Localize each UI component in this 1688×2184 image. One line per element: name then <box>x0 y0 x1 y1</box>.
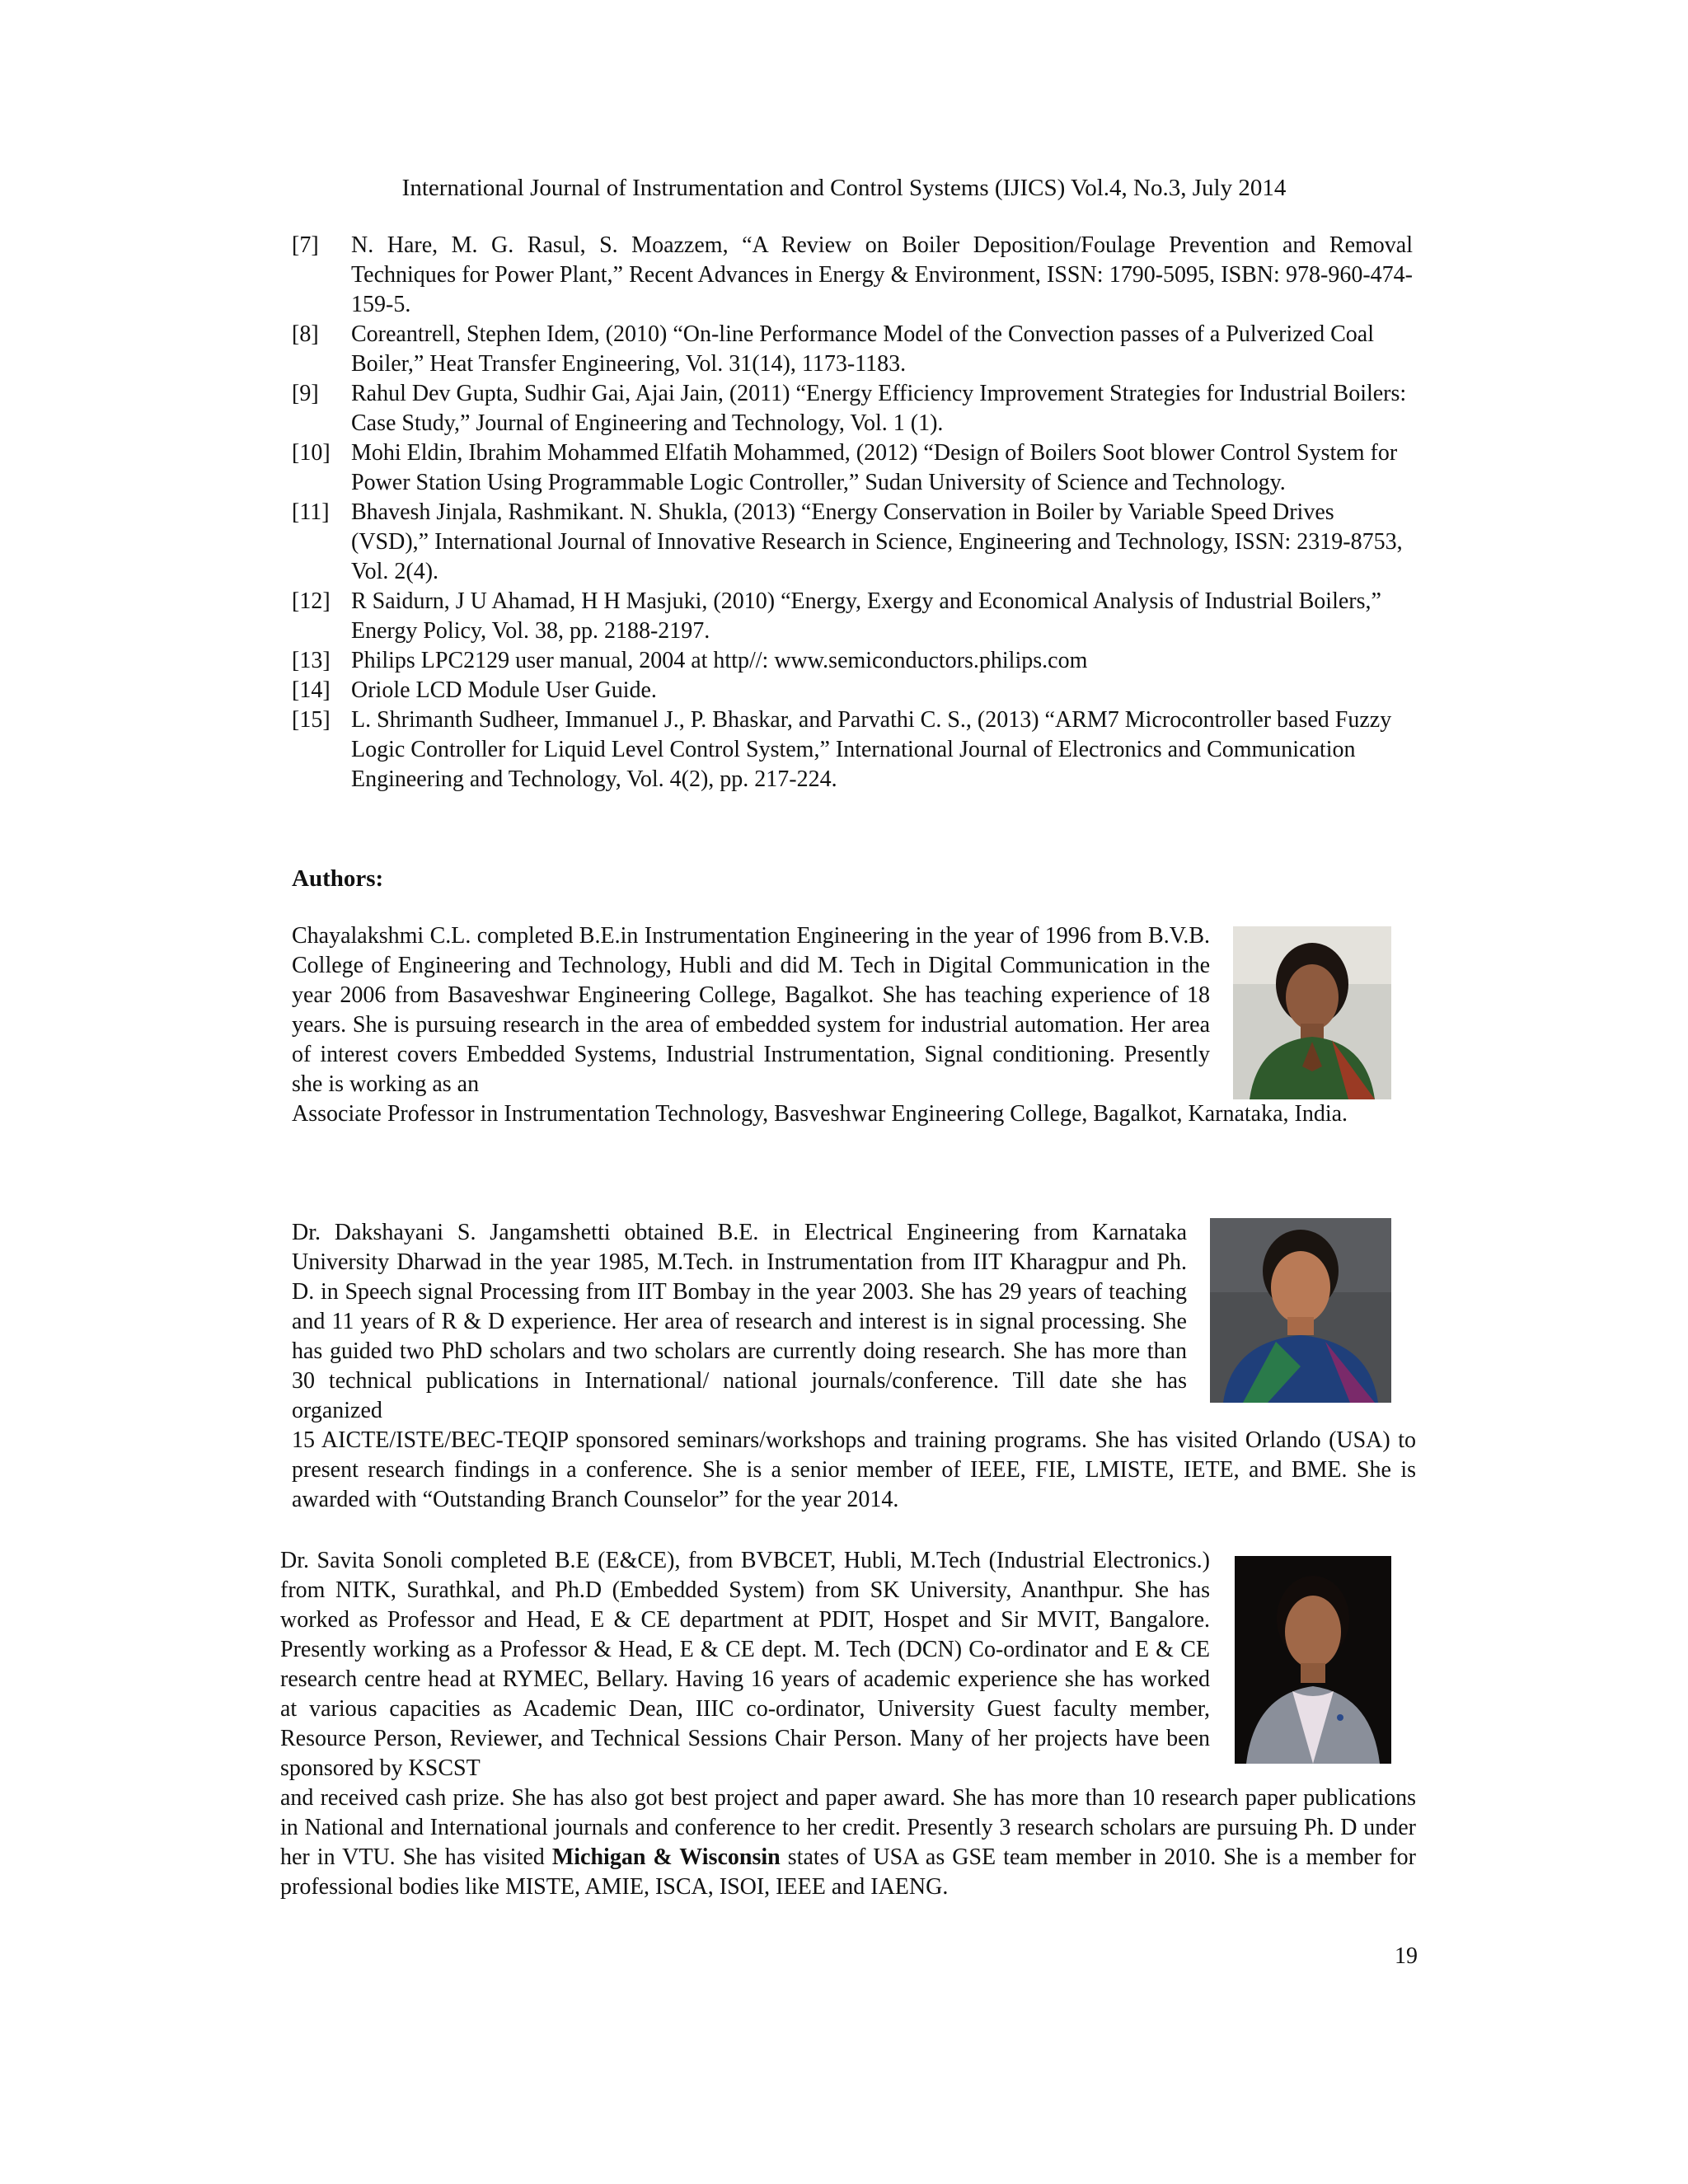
reference-text: Rahul Dev Gupta, Sudhir Gai, Ajai Jain, (2011) “Energy Efficiency Improvement Strategies for Industrial Boilers: Case Study,” Journal of Engineering and Technology, Vol. 1 (1). <box>351 381 1407 436</box>
reference-item <box>292 498 1413 587</box>
author-photo-dakshayani <box>1210 1218 1391 1403</box>
author-bio-2-rest: 15 AICTE/ISTE/BEC-TEQIP sponsored seminars/workshops and training programs. She has visited Orlando (USA) to present research findings in a conference. She is a senior member of IEEE, FIE, LMISTE, IETE, and BME. She is awarded with “Outstanding Branch Counselor” for the year 2014. <box>292 1427 1416 1512</box>
reference-text: Bhavesh Jinjala, Rashmikant. N. Shukla, (2013) “Energy Conservation in Boiler by Variable Speed Drives (VSD),” International Journal of Innovative Research in Science, Engineering and Technology, ISSN: 2319-8753, Vol. 2(4). <box>351 499 1403 584</box>
reference-number: [15] <box>292 707 331 733</box>
authors-heading: Authors: <box>292 865 384 892</box>
reference-item <box>292 438 1413 498</box>
reference-number: [9] <box>292 381 319 406</box>
reference-text: Philips LPC2129 user manual, 2004 at http//: www.semiconductors.philips.com <box>351 648 1088 673</box>
reference-number: [12] <box>292 588 331 614</box>
reference-number: [10] <box>292 440 331 466</box>
reference-number: [11] <box>292 499 330 525</box>
reference-text: Mohi Eldin, Ibrahim Mohammed Elfatih Mohammed, (2012) “Design of Boilers Soot blower Control System for Power Station Using Programmable Logic Controller,” Sudan University of Science and Technology. <box>351 440 1398 495</box>
author-photo-chayalakshmi <box>1233 926 1391 1099</box>
author-photo-savita <box>1235 1556 1391 1764</box>
reference-item <box>292 705 1413 794</box>
author-bio-2-main: Dr. Dakshayani S. Jangamshetti obtained B.E. in Electrical Engineering from Karnataka University Dharwad in the year 1985, M.Tech. in Instrumentation from IIT Kharagpur and Ph. D. in Speech signal Processing from IIT Bombay in the year 2003. She has 29 years of teaching and 11 years of R & D experience. Her area of research and interest is in signal processing. She has guided two PhD scholars and two scholars are currently doing research. She has more than 30 technical publications in International/ national journals/conference. Till date she has organized <box>292 1220 1187 1423</box>
author-bio-3-rest <box>280 1783 1416 1902</box>
author-bio-1-rest: Associate Professor in Instrumentation Technology, Basveshwar Engineering College, Bagalkot, Karnataka, India. <box>292 1101 1348 1127</box>
author-bio-3-rest-b: states of USA as GSE team member in 2010. She is a member for professional bodies like MISTE, AMIE, ISCA, ISOI, IEEE and IAENG. <box>280 1844 1416 1900</box>
author-bio-3-main: Dr. Savita Sonoli completed B.E (E&CE), from BVBCET, Hubli, M.Tech (Industrial Electronics.) from NITK, Surathkal, and Ph.D (Embedded System) from SK University, Ananthpur. She has worked as Professor and Head, E & CE department at PDIT, Hospet and Sir MVIT, Bangalore. Presently working as a Professor & Head, E & CE dept. M. Tech (DCN) Co-ordinator and E & CE research centre head at RYMEC, Bellary. Having 16 years of academic experience she has worked at various capacities as Academic Dean, IIIC co-ordinator, University Guest faculty member, Resource Person, Reviewer, and Technical Sessions Chair Person. Many of her projects have been sponsored by KSCST <box>280 1548 1210 1781</box>
author-bio-3-bold-states: Michigan & Wisconsin <box>551 1844 781 1870</box>
author-bio-3-rest-a: and received cash prize. She has also got best project and paper award. She has more than 10 research paper publications in National and International journals and conference to her credit. Presently 3 research scholars are pursuing Ph. D under her in VTU. She has visited <box>280 1785 1416 1870</box>
reference-number: [14] <box>292 677 331 703</box>
reference-item <box>292 320 1413 379</box>
reference-item <box>292 379 1413 438</box>
reference-text: N. Hare, M. G. Rasul, S. Moazzem, “A Review on Boiler Deposition/Foulage Prevention and Removal Techniques for Power Plant,” Recent Advances in Energy & Environment, ISSN: 1790-5095, ISBN: 978-960-474-159-5. <box>351 232 1413 317</box>
reference-number: [8] <box>292 321 319 347</box>
reference-text: Coreantrell, Stephen Idem, (2010) “On-line Performance Model of the Convection passes of a Pulverized Coal Boiler,” Heat Transfer Engineering, Vol. 31(14), 1173-1183. <box>351 321 1374 377</box>
reference-item <box>292 676 1413 705</box>
author-bio-1-main: Chayalakshmi C.L. completed B.E.in Instrumentation Engineering in the year of 1996 from B.V.B. College of Engineering and Technology, Hubli and did M. Tech in Digital Communication in the year 2006 from Basaveshwar Engineering College, Bagalkot. She has teaching experience of 18 years. She is pursuing research in the area of embedded system for industrial automation. Her area of interest covers Embedded Systems, Industrial Instrumentation, Signal conditioning. Presently she is working as an <box>292 923 1210 1097</box>
reference-number: [7] <box>292 232 319 258</box>
reference-item <box>292 231 1413 320</box>
reference-text: R Saidurn, J U Ahamad, H H Masjuki, (2010) “Energy, Exergy and Economical Analysis of Industrial Boilers,” Energy Policy, Vol. 38, pp. 2188-2197. <box>351 588 1381 644</box>
reference-list <box>292 231 1413 794</box>
running-header: International Journal of Instrumentation and Control Systems (IJICS) Vol.4, No.3, July 2014 <box>401 175 1287 201</box>
reference-text: Oriole LCD Module User Guide. <box>351 677 657 703</box>
reference-item <box>292 646 1413 676</box>
reference-item <box>292 587 1413 646</box>
reference-number: [13] <box>292 648 331 673</box>
page-number: 19 <box>1395 1943 1418 1969</box>
reference-text: L. Shrimanth Sudheer, Immanuel J., P. Bhaskar, and Parvathi C. S., (2013) “ARM7 Microcontroller based Fuzzy Logic Controller for Liquid Level Control System,” International Journal of Electronics and Communication Engineering and Technology, Vol. 4(2), pp. 217-224. <box>351 707 1392 792</box>
